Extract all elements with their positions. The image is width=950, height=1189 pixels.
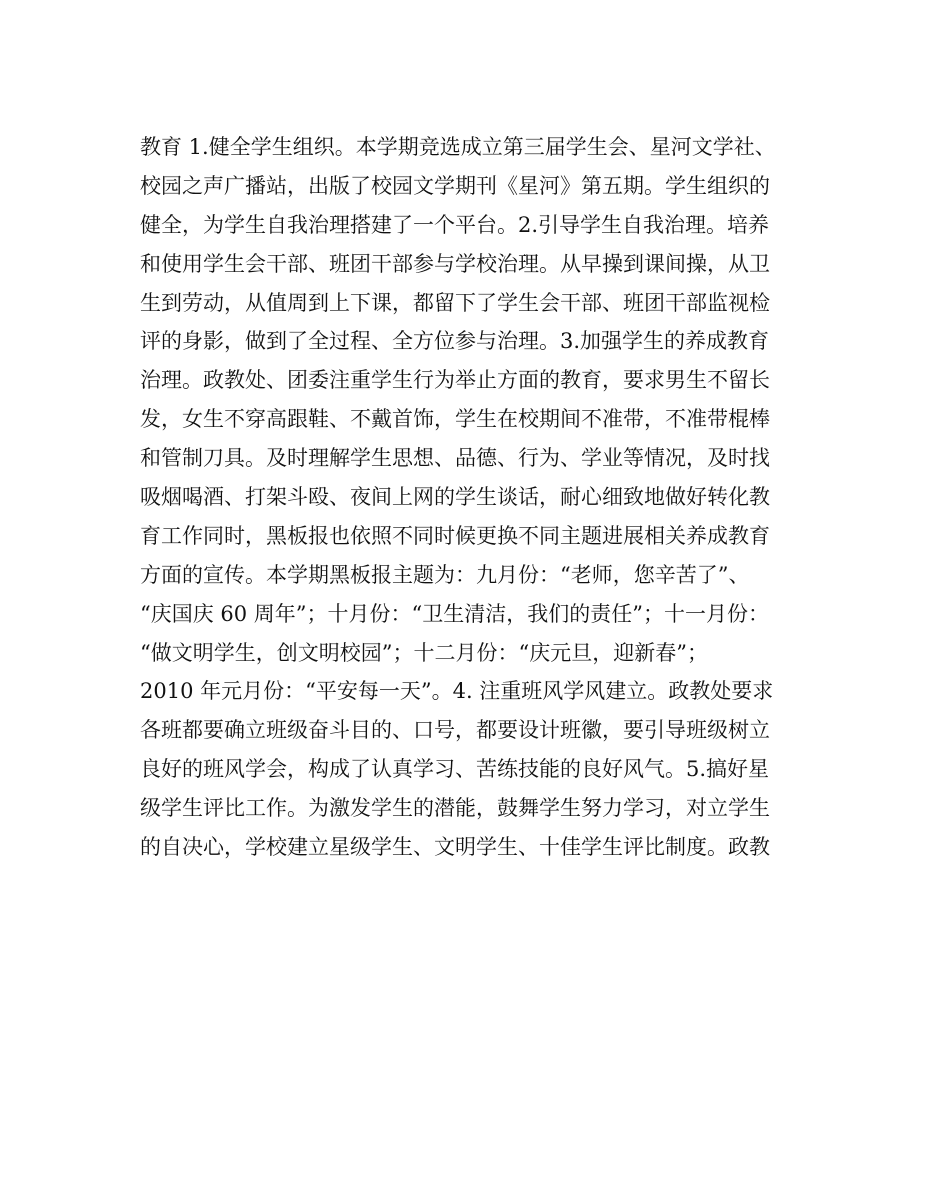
body-text: [140, 128, 830, 867]
text-line: 生到劳动，从值周到上下课，都留下了学生会干部、班团干部监视检: [140, 290, 770, 315]
text-line: 级学生评比工作。为激发学生的潜能，鼓舞学生努力学习，对立学生: [140, 796, 770, 821]
text-line: 和使用学生会干部、班团干部参与学校治理。从早操到课间操，从卫: [140, 251, 770, 276]
text-line: 发，女生不穿高跟鞋、不戴首饰，学生在校期间不准带，不准带棍棒: [140, 407, 770, 432]
text-line: 2010 年元月份：“平安每一天”。4. 注重班风学风建立。政教处要求: [140, 679, 774, 704]
text-line: 各班都要确立班级奋斗目的、口号，都要设计班徽，要引导班级树立: [140, 718, 770, 743]
text-line: 校园之声广播站，出版了校园文学期刊《星河》第五期。学生组织的: [140, 173, 770, 198]
text-line: 评的身影，做到了全过程、全方位参与治理。3.加强学生的养成教育: [140, 329, 770, 354]
text-line: 健全，为学生自我治理搭建了一个平台。2.引导学生自我治理。培养: [140, 212, 770, 237]
text-line: 吸烟喝酒、打架斗殴、夜间上网的学生谈话，耐心细致地做好转化教: [140, 485, 770, 510]
text-line: 治理。政教处、团委注重学生行为举止方面的教育，要求男生不留长: [140, 368, 770, 393]
text-line: 良好的班风学会，构成了认真学习、苦练技能的良好风气。5.搞好星: [140, 757, 770, 782]
text-line: 方面的宣传。本学期黑板报主题为：九月份：“老师，您辛苦了”、: [140, 562, 750, 587]
text-line: 教育 1.健全学生组织。本学期竞选成立第三届学生会、星河文学社、: [140, 135, 776, 159]
text-line: “庆国庆 60 周年”；十月份：“卫生清洁，我们的责任”；十一月份：: [140, 601, 770, 626]
text-line: 的自决心，学校建立星级学生、文明学生、十佳学生评比制度。政教: [140, 835, 770, 860]
text-line: “做文明学生，创文明校园”；十二月份：“庆元旦，迎新春”；: [140, 640, 708, 665]
text-line: 和管制刀具。及时理解学生思想、品德、行为、学业等情况，及时找: [140, 446, 770, 471]
text-line: 育工作同时，黑板报也依照不同时候更换不同主题进展相关养成教育: [140, 523, 770, 548]
